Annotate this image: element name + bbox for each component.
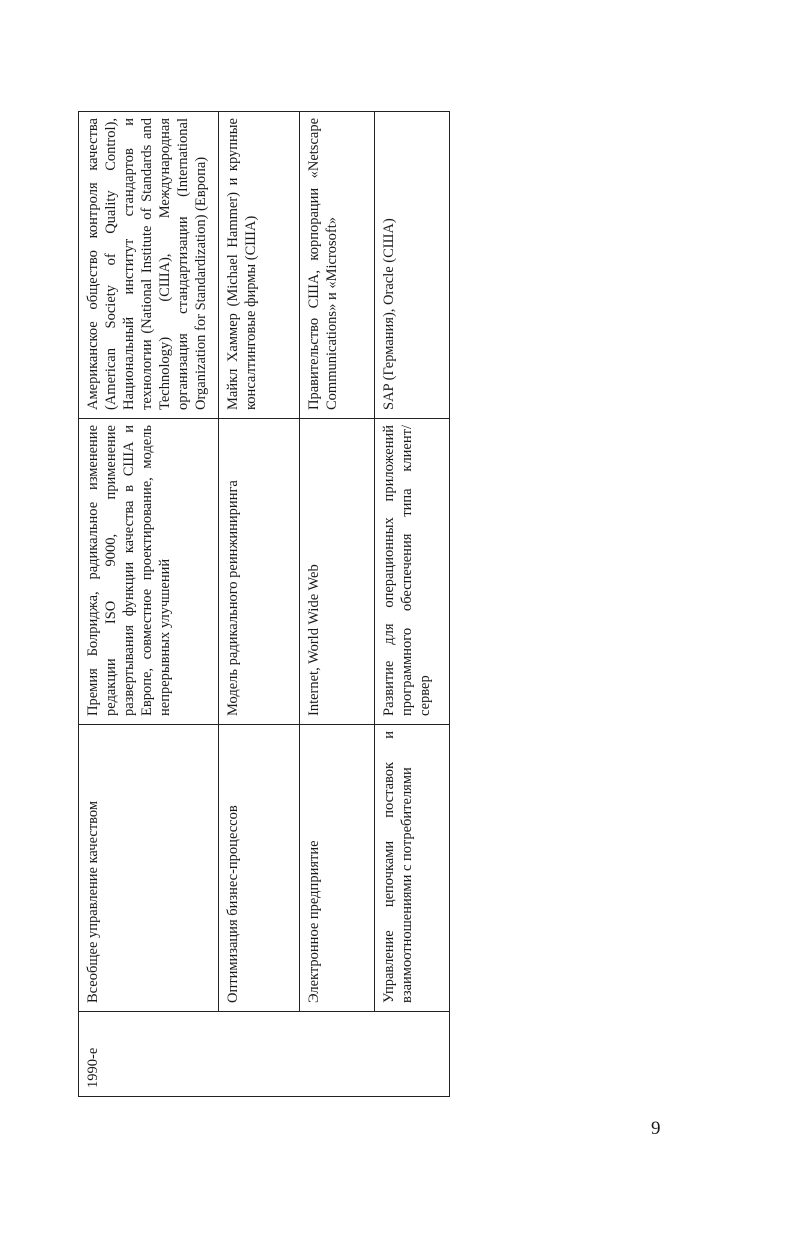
rotated-table-wrapper [78,112,450,1097]
developers-cell: Американское общество контроля качества (American Society of Quality Control), Национальный институт стандартов и технологии (National Institute of Standards and Technology) (США), Международная организация стандартизации (International Organization for Standardization) (Европа) [79,112,219,419]
innovations-cell: Развитие для операционных приложений программного обеспечения типа клиент/сервер [375,419,450,725]
concept-cell: Электронное предприятие [300,725,375,1012]
concept-cell: Управление цепочками поставок и взаимоотношениями с потребителями [375,725,450,1012]
developers-cell: SAP (Германия), Oracle (США) [375,112,450,419]
table-row [219,112,300,1097]
table-row [79,112,219,1097]
concept-cell: Всеобщее управление качеством [79,725,219,1012]
innovations-cell: Премия Болриджа, радикальное изменение редакции ISO 9000, применение развертывания функции качества в США и Европе, совместное проектирование, модель непрерывных улучшений [79,419,219,725]
period-cell: 1990-е [79,1012,450,1097]
innovations-cell: Модель радикального реинжиниринга [219,419,300,725]
page-number: 9 [651,1118,661,1139]
developers-cell: Правительство США, корпорации «Netscape Communications» и «Microsoft» [300,112,375,419]
table-row [375,112,450,1097]
concept-cell: Оптимизация бизнес-процессов [219,725,300,1012]
innovations-cell: Internet, World Wide Web [300,419,375,725]
history-table [78,111,450,1097]
developers-cell: Майкл Хаммер (Michael Hammer) и крупные консалтинговые фирмы (США) [219,112,300,419]
table-row [300,112,375,1097]
